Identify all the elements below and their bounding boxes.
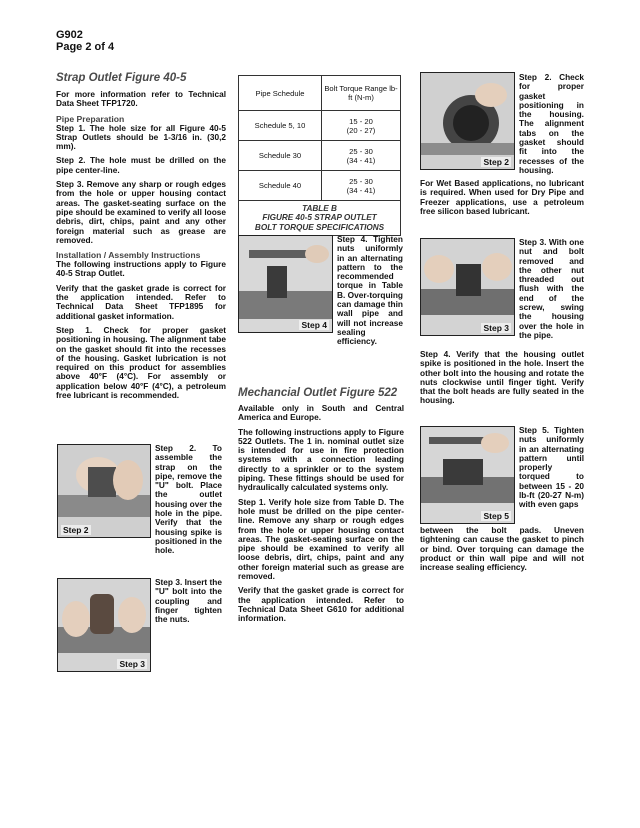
install-step-2: Step 2. To assemble the strap on the pipe, remove the "U" bolt. Place the outlet housing over the hole in the pipe. Verify that the housing spike is positioned in the hole. (155, 443, 222, 556)
step-3-label: Step 3 (119, 659, 145, 669)
tighten-nuts-illustration (421, 427, 514, 523)
mech-step-3-photo (420, 238, 515, 336)
mech-step-2-photo (420, 72, 515, 170)
mech-step-5-continued: between the bolt pads. Uneven tightening can cause the gasket to pinch or bind. Over torquing can damage the product or thin wall pipe and will not increase sealing efficiency. (420, 525, 584, 573)
row-schedule: Schedule 5, 10 (239, 111, 322, 141)
table-row (239, 141, 401, 171)
table-caption: TABLE B FIGURE 40-5 STRAP OUTLET BOLT TORQUE SPECIFICATIONS (239, 201, 401, 236)
install-step-3: Step 3. Insert the "U" bolt into the coupling and finger tighten the nuts. (155, 577, 222, 625)
col-pipe-schedule: Pipe Schedule (239, 76, 322, 111)
row-torque: 25 - 30 (34 - 41) (322, 171, 401, 201)
housing-swing-illustration (421, 239, 514, 335)
row-schedule: Schedule 40 (239, 171, 322, 201)
prep-step-3: Step 3. Remove any sharp or rough edges from the hole or upper housing contact areas. The gasket-seating surface on the pipe should be examined to verify all loose debris, dirt, chips, paint and any other foreign material such as grease are removed. (56, 179, 226, 245)
mech-intro: The following instructions apply to Figure 522 Outlets. The 1 in. nominal outlet size is intended for use in fire protection systems with a connection leading directly to a sprinkler or to the system piping. These fittings should be used for hydraulically calculated systems only. (238, 426, 404, 493)
pipe-prep-title: Pipe Preparation (56, 113, 125, 124)
page-number: Page 2 of 4 (56, 41, 115, 53)
mech-step-3: Step 3. With one nut and bolt removed and the other nut threaded out flush with the end of the screw, swing the housing over the hole in the pipe. (519, 237, 584, 340)
prep-step-1: Step 1. The hole size for all Figure 40-5 Strap Outlets should be 1-3/16 in. (30,2 mm). (56, 122, 226, 152)
mechanical-outlet-section (238, 387, 404, 629)
mech-step-5-photo (420, 426, 515, 524)
mech-step-1: Step 1. Verify hole size from Table D. The hole must be drilled on the pipe center-line. Remove any sharp or rough edges from the hole or upper housing contact areas. The gasket-seating surface on the pipe should be examined to verify all loose debris, dirt, chips, paint and any other foreign material such as grease are removed. (238, 496, 404, 582)
table-row (239, 111, 401, 141)
mech-step-4: Step 4. Verify that the housing outlet spike is positioned in the hole. Insert the other bolt into the housing and rotate the nuts clockwise until finger tight. Verify that the bolt heads are fully seated in the housing. (420, 349, 584, 406)
install-step-1: Step 1. Check for proper gasket positioning in housing. The alignment tabe on the gasket should fit into the recesses of the housing. Gasket lubrication is not required on this product for assemblies above 40°F (4°C). For assembly or application below 40°F (4°C), a petroleum free lubricant is recommended. (56, 324, 226, 401)
table-row (239, 171, 401, 201)
torque-wrench-illustration (239, 236, 332, 332)
step-4-label: Step 4 (301, 320, 327, 330)
mech-step-5-label: Step 5 (483, 511, 509, 521)
row-schedule: Schedule 30 (239, 141, 322, 171)
mech-step-2-label: Step 2 (483, 157, 509, 167)
mech-step-3-label: Step 3 (483, 323, 509, 333)
intro-text: For more information refer to Technical Data Sheet TFP1720. (56, 89, 226, 109)
mech-step-2: Step 2. Check for proper gasket positioning in the housing. The alignment tabs on the gasket should fit into the recesses of the housing. (519, 72, 584, 175)
mech-verify: Verify that the gasket grade is correct for the application intended. Refer to Technical Data Sheet G610 for additional information. (238, 585, 404, 624)
table-b (238, 75, 401, 236)
row-torque: 25 - 30 (34 - 41) (322, 141, 401, 171)
strap-placement-illustration (58, 445, 150, 537)
mech-step-5: Step 5. Tighten nuts uniformly in an alternating pattern until properly torqued to between 15 - 20 lb-ft (20-27 N-m) with even gaps (519, 425, 584, 510)
document-code: G902 (56, 29, 83, 41)
step-3-photo (57, 578, 151, 672)
gasket-housing-illustration (421, 73, 514, 169)
step-4-photo (238, 235, 333, 333)
col-bolt-torque: Bolt Torque Range lb-ft (N-m) (322, 76, 401, 111)
step-2-photo (57, 444, 151, 538)
row-torque: 15 - 20 (20 - 27) (322, 111, 401, 141)
mech-section-title: Mechancial Outlet Figure 522 (238, 387, 398, 399)
install-title: Installation / Assembly Instructions (56, 250, 201, 261)
gasket-verify-text: Verify that the gasket grade is correct for the application intended. Refer to Technical Data Sheet TFP1895 for additional gasket information. (56, 282, 226, 321)
mech-lubricant-text: For Wet Based applications, no lubricant is required. When used for Dry Pipe and Freezer applications, use a petroleum free silicon based lubricant. (420, 178, 584, 216)
strap-outlet-section (56, 72, 226, 405)
section-title: Strap Outlet Figure 40-5 (56, 72, 187, 84)
step-2-label: Step 2 (63, 525, 89, 535)
install-intro: The following instructions apply to Figure 40-5 Strap Outlet. (56, 259, 226, 279)
mech-availability: Available only in South and Central America and Europe. (238, 403, 404, 423)
prep-step-2: Step 2. The hole must be drilled on the pipe center-line. (56, 155, 226, 175)
install-step-4: Step 4. Tighten nuts uniformly in an alternating pattern to the recommended torque in Table B. Over-torquing can damage thin wall pipe and will not increase sealing efficiency. (337, 234, 403, 347)
u-bolt-illustration (58, 579, 150, 671)
